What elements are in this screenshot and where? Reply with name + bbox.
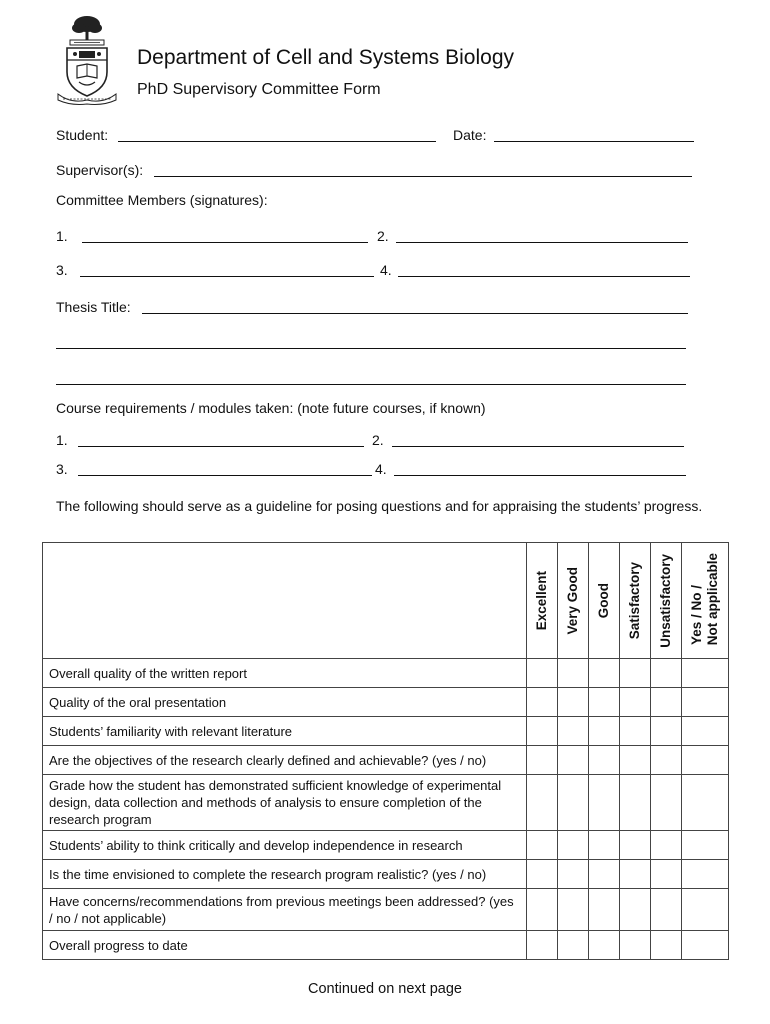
member-2-label: 2. bbox=[377, 228, 389, 244]
question-cell: Grade how the student has demonstrated sufficient knowledge of experimental design, data collection and methods of analysis to ensure completion of the research program bbox=[43, 775, 527, 831]
rating-cell[interactable] bbox=[620, 860, 651, 889]
thesis-title-label: Thesis Title: bbox=[56, 299, 131, 315]
question-cell: Overall quality of the written report bbox=[43, 659, 527, 688]
member-1-field[interactable] bbox=[82, 242, 368, 243]
rating-cell[interactable] bbox=[651, 659, 682, 688]
header-satisfactory bbox=[620, 543, 651, 659]
header-label: Very Good bbox=[565, 566, 580, 635]
question-cell: Students’ familiarity with relevant literature bbox=[43, 717, 527, 746]
header-blank-cell bbox=[43, 543, 527, 659]
rating-cell[interactable] bbox=[589, 831, 620, 860]
rating-cell[interactable] bbox=[527, 659, 558, 688]
rating-cell[interactable] bbox=[682, 889, 729, 931]
course-4-field[interactable] bbox=[394, 475, 686, 476]
rating-cell[interactable] bbox=[682, 746, 729, 775]
rating-cell[interactable] bbox=[651, 831, 682, 860]
committee-label: Committee Members (signatures): bbox=[56, 192, 268, 208]
rating-cell[interactable] bbox=[527, 831, 558, 860]
rating-cell[interactable] bbox=[527, 860, 558, 889]
rating-cell[interactable] bbox=[651, 775, 682, 831]
rating-cell[interactable] bbox=[620, 775, 651, 831]
header-label: Good bbox=[596, 582, 611, 619]
table-row bbox=[43, 688, 729, 717]
rating-cell[interactable] bbox=[620, 746, 651, 775]
table-row bbox=[43, 931, 729, 960]
rating-cell[interactable] bbox=[527, 775, 558, 831]
supervisor-label: Supervisor(s): bbox=[56, 162, 144, 178]
rating-cell[interactable] bbox=[589, 717, 620, 746]
continued-note: Continued on next page bbox=[308, 981, 462, 997]
question-cell: Quality of the oral presentation bbox=[43, 688, 527, 717]
rating-cell[interactable] bbox=[558, 775, 589, 831]
thesis-title-field-line-2[interactable] bbox=[56, 348, 686, 349]
course-4-label: 4. bbox=[375, 461, 387, 477]
university-crest-logo bbox=[55, 14, 119, 106]
thesis-title-field-line-1[interactable] bbox=[142, 313, 688, 314]
rating-cell[interactable] bbox=[558, 688, 589, 717]
rating-cell[interactable] bbox=[682, 717, 729, 746]
header-yes-no-na bbox=[682, 543, 729, 659]
table-row bbox=[43, 775, 729, 831]
rating-cell[interactable] bbox=[527, 688, 558, 717]
rating-cell[interactable] bbox=[589, 860, 620, 889]
student-label: Student: bbox=[56, 127, 109, 143]
question-cell: Are the objectives of the research clearly defined and achievable? (yes / no) bbox=[43, 746, 527, 775]
table-row bbox=[43, 831, 729, 860]
header-label: Unsatisfactory bbox=[658, 553, 673, 648]
rating-cell[interactable] bbox=[558, 889, 589, 931]
rating-cell[interactable] bbox=[589, 931, 620, 960]
header-excellent bbox=[527, 543, 558, 659]
rating-cell[interactable] bbox=[651, 688, 682, 717]
date-field[interactable] bbox=[494, 141, 694, 142]
table-row bbox=[43, 860, 729, 889]
department-title: Department of Cell and Systems Biology bbox=[137, 46, 515, 69]
rating-cell[interactable] bbox=[620, 889, 651, 931]
thesis-title-field-line-3[interactable] bbox=[56, 384, 686, 385]
rating-cell[interactable] bbox=[589, 775, 620, 831]
header-label: Excellent bbox=[534, 570, 549, 631]
rating-cell[interactable] bbox=[620, 688, 651, 717]
header-good bbox=[589, 543, 620, 659]
rating-cell[interactable] bbox=[558, 659, 589, 688]
member-2-field[interactable] bbox=[396, 242, 688, 243]
question-cell: Overall progress to date bbox=[43, 931, 527, 960]
table-row bbox=[43, 659, 729, 688]
rating-cell[interactable] bbox=[620, 659, 651, 688]
rating-cell[interactable] bbox=[682, 775, 729, 831]
header-label-line-1: Yes / No / bbox=[689, 585, 704, 646]
rating-cell[interactable] bbox=[527, 931, 558, 960]
course-3-field[interactable] bbox=[78, 475, 372, 476]
member-4-label: 4. bbox=[380, 262, 392, 278]
rating-cell[interactable] bbox=[682, 659, 729, 688]
guideline-text: The following should serve as a guideline for posing questions and for appraising the students’ progress. bbox=[56, 498, 703, 514]
table-row bbox=[43, 746, 729, 775]
rating-cell[interactable] bbox=[589, 889, 620, 931]
rating-cell[interactable] bbox=[651, 746, 682, 775]
evaluation-table bbox=[42, 542, 729, 960]
rating-cell[interactable] bbox=[651, 860, 682, 889]
header-unsatisfactory bbox=[651, 543, 682, 659]
course-1-label: 1. bbox=[56, 432, 68, 448]
rating-cell[interactable] bbox=[527, 746, 558, 775]
rating-cell[interactable] bbox=[558, 860, 589, 889]
table-header-row bbox=[43, 543, 729, 659]
rating-cell[interactable] bbox=[682, 931, 729, 960]
member-3-field[interactable] bbox=[80, 276, 374, 277]
rating-cell[interactable] bbox=[651, 717, 682, 746]
rating-cell[interactable] bbox=[589, 688, 620, 717]
question-cell: Is the time envisioned to complete the research program realistic? (yes / no) bbox=[43, 860, 527, 889]
rating-cell[interactable] bbox=[620, 931, 651, 960]
question-cell: Students’ ability to think critically and develop independence in research bbox=[43, 831, 527, 860]
rating-cell[interactable] bbox=[651, 889, 682, 931]
course-1-field[interactable] bbox=[78, 446, 364, 447]
course-requirements-label: Course requirements / modules taken: (note future courses, if known) bbox=[56, 400, 486, 416]
rating-cell[interactable] bbox=[589, 746, 620, 775]
rating-cell[interactable] bbox=[682, 688, 729, 717]
rating-cell[interactable] bbox=[682, 860, 729, 889]
supervisor-field[interactable] bbox=[154, 176, 692, 177]
rating-cell[interactable] bbox=[589, 659, 620, 688]
question-cell: Have concerns/recommendations from previous meetings been addressed? (yes / no / not applicable) bbox=[43, 889, 527, 931]
date-label: Date: bbox=[453, 127, 487, 143]
rating-cell[interactable] bbox=[620, 717, 651, 746]
rating-cell[interactable] bbox=[558, 931, 589, 960]
rating-cell[interactable] bbox=[558, 746, 589, 775]
header-very-good bbox=[558, 543, 589, 659]
rating-cell[interactable] bbox=[527, 889, 558, 931]
rating-cell[interactable] bbox=[558, 717, 589, 746]
course-2-label: 2. bbox=[372, 432, 384, 448]
rating-cell[interactable] bbox=[558, 831, 589, 860]
header-label-line-2: Not applicable bbox=[705, 552, 720, 646]
member-1-label: 1. bbox=[56, 228, 68, 244]
member-4-field[interactable] bbox=[398, 276, 690, 277]
course-2-field[interactable] bbox=[392, 446, 684, 447]
header-label: Satisfactory bbox=[627, 561, 642, 640]
table-row bbox=[43, 889, 729, 931]
course-3-label: 3. bbox=[56, 461, 68, 477]
rating-cell[interactable] bbox=[620, 831, 651, 860]
rating-cell[interactable] bbox=[651, 931, 682, 960]
rating-cell[interactable] bbox=[527, 717, 558, 746]
rating-cell[interactable] bbox=[682, 831, 729, 860]
form-title: PhD Supervisory Committee Form bbox=[137, 81, 381, 98]
member-3-label: 3. bbox=[56, 262, 68, 278]
table-row bbox=[43, 717, 729, 746]
student-field[interactable] bbox=[118, 141, 436, 142]
